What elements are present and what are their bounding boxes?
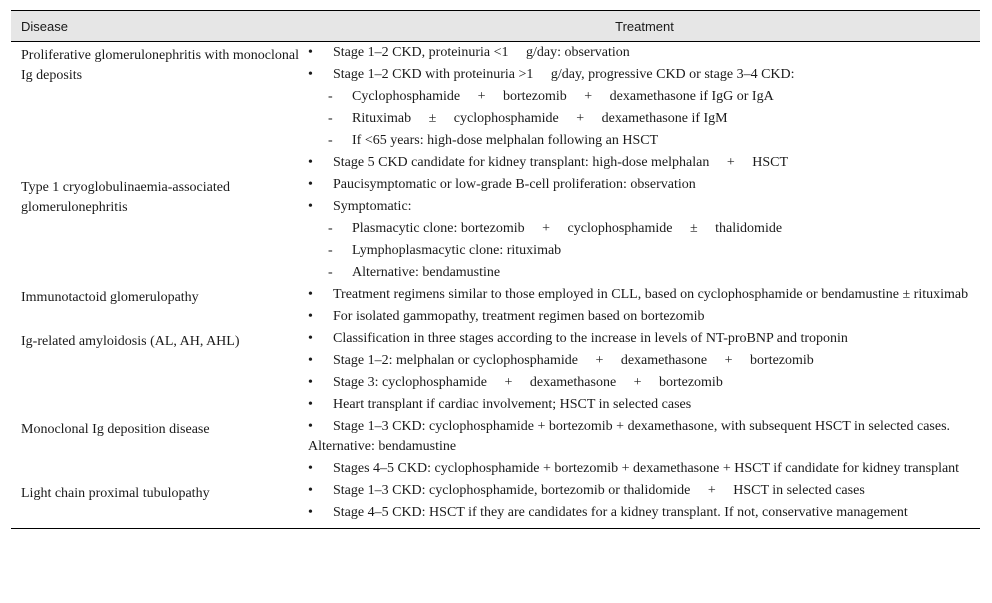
table-header [11,10,980,42]
dash-marker: - [328,265,333,280]
treatment-cell [308,284,980,328]
bullet-marker: • [308,177,313,192]
list-item [308,64,980,86]
list-item-text: Plasmacytic clone: bortezomib + cyclophosphamide ± thalidomide [352,221,783,236]
list-item-text: Stage 1–3 CKD: cyclophosphamide, bortezomib or thalidomide + HSCT in selected cases [333,483,865,498]
bullet-marker: • [308,199,313,214]
bullet-marker: • [308,461,313,476]
list-item-text: Stage 3: cyclophosphamide + dexamethasone + bortezomib [333,375,723,390]
bullet-marker: • [308,155,313,170]
table-row [11,480,980,524]
list-item-text: Heart transplant if cardiac involvement; HSCT in selected cases [333,397,692,412]
sub-list-item [308,86,980,108]
list-item-text: Classification in three stages according to the increase in levels of NT-proBNP and troponin [333,331,848,346]
column-header-treatment: Treatment [615,19,674,34]
treatment-cell [308,328,980,416]
table-row [11,284,980,328]
sub-list-item [308,218,980,240]
bullet-marker: • [308,505,313,520]
table-bottom-rule [11,528,980,529]
bullet-marker: • [308,287,313,302]
dash-marker: - [328,89,333,104]
disease-cell: Immunotactoid glomerulopathy [21,290,199,305]
list-item [308,480,980,502]
bullet-marker: • [308,397,313,412]
sub-list-item [308,262,980,284]
list-item [308,394,980,416]
sub-list-item [308,130,980,152]
dash-marker: - [328,111,333,126]
list-item-text: If <65 years: high-dose melphalan following an HSCT [352,133,659,148]
table-row [11,416,980,480]
list-item-text: Treatment regimens similar to those employed in CLL, based on cyclophosphamide or bendamustine ± rituximab [333,287,969,302]
treatment-cell [308,42,980,174]
bullet-marker: • [308,331,313,346]
bullet-marker: • [308,353,313,368]
bullet-marker: • [308,309,313,324]
disease-cell: Type 1 cryoglobulinaemia-associated glomerulonephritis [21,180,230,215]
disease-cell: Monoclonal Ig deposition disease [21,422,210,437]
sub-list-item [308,240,980,262]
treatment-cell [308,480,980,524]
treatment-cell [308,174,980,284]
treatment-cell [308,416,980,480]
list-item-text: Symptomatic: [333,199,412,214]
sub-list-item [308,108,980,130]
column-header-disease: Disease [21,19,68,34]
list-item-text: Alternative: bendamustine [352,265,501,280]
dash-marker: - [328,243,333,258]
list-item [308,284,980,306]
list-item-text: For isolated gammopathy, treatment regimen based on bortezomib [333,309,705,324]
list-item [308,306,980,328]
bullet-marker: • [308,45,313,60]
list-item [308,174,980,196]
list-item [308,152,980,174]
list-item [308,416,980,458]
list-item [308,350,980,372]
list-item-text: Paucisymptomatic or low-grade B-cell proliferation: observation [333,177,696,192]
table-row [11,174,980,284]
table-body [11,42,980,524]
disease-cell: Proliferative glomerulonephritis with monoclonal Ig deposits [21,48,299,83]
list-item-text: Lymphoplasmacytic clone: rituximab [352,243,562,258]
list-item-text: Stage 1–2: melphalan or cyclophosphamide + dexamethasone + bortezomib [333,353,814,368]
list-item-text: Stage 1–3 CKD: cyclophosphamide + bortezomib + dexamethasone, with subsequent HSCT in selected cases. Alternative: bendamustine [308,419,951,454]
bullet-marker: • [308,375,313,390]
list-item [308,372,980,394]
list-item [308,42,980,64]
list-item-text: Stages 4–5 CKD: cyclophosphamide + bortezomib + dexamethasone + HSCT if candidate for kidney transplant [333,461,960,476]
dash-marker: - [328,221,333,236]
treatment-table [11,10,980,529]
bullet-marker: • [308,419,313,434]
table-row [11,42,980,174]
disease-cell: Light chain proximal tubulopathy [21,486,210,501]
list-item [308,328,980,350]
list-item-text: Stage 4–5 CKD: HSCT if they are candidates for a kidney transplant. If not, conservative management [333,505,908,520]
list-item [308,502,980,524]
bullet-marker: • [308,483,313,498]
list-item-text: Cyclophosphamide + bortezomib + dexamethasone if IgG or IgA [352,89,774,104]
disease-cell: Ig-related amyloidosis (AL, AH, AHL) [21,334,240,349]
list-item-text: Stage 5 CKD candidate for kidney transplant: high-dose melphalan + HSCT [333,155,789,170]
list-item-text: Stage 1–2 CKD, proteinuria <1 g/day: observation [333,45,630,60]
list-item-text: Rituximab ± cyclophosphamide + dexamethasone if IgM [352,111,728,126]
dash-marker: - [328,133,333,148]
table-row [11,328,980,416]
list-item-text: Stage 1–2 CKD with proteinuria >1 g/day, progressive CKD or stage 3–4 CKD: [333,67,795,82]
list-item [308,196,980,218]
bullet-marker: • [308,67,313,82]
list-item [308,458,980,480]
